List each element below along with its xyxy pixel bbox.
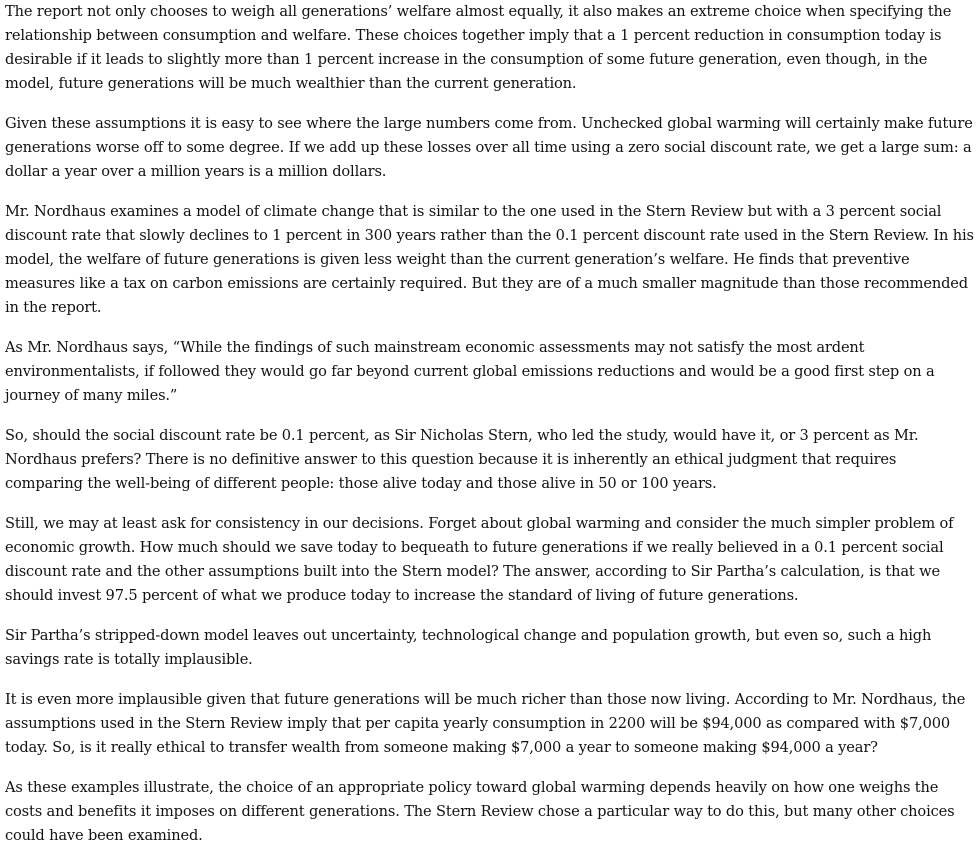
article-paragraph: Mr. Nordhaus examines a model of climate change that is similar to the one used in the Stern Review but with a 3 percent social discount rate that slowly declines to 1 percent in 300 years rather than the 0.1 percent discount rate used in the Stern Review. In his model, the welfare of future generations is given less weight than the current generation’s welfare. He finds that preventive measures like a tax on carbon emissions are certainly required. But they are of a much smaller magnitude than those recommended in the report.: [5, 203, 974, 316]
article-paragraph: Sir Partha’s stripped-down model leaves out uncertainty, technological change and population growth, but even so, such a high savings rate is totally implausible.: [5, 627, 932, 668]
article-paragraph: It is even more implausible given that future generations will be much richer than those now living. According to Mr. Nordhaus, the assumptions used in the Stern Review imply that per capita yearly consumption in 2200 will be $94,000 as compared with $7,000 today. So, is it really ethical to transfer wealth from someone making $7,000 a year to someone making $94,000 a year?: [5, 691, 966, 756]
article-body: [5, 0, 977, 864]
article-paragraph: Given these assumptions it is easy to see where the large numbers come from. Unchecked global warming will certainly make future generations worse off to some degree. If we add up these losses over all time using a zero social discount rate, we get a large sum: a dollar a year over a million years is a million dollars.: [5, 115, 973, 180]
article-paragraph: So, should the social discount rate be 0.1 percent, as Sir Nicholas Stern, who led the study, would have it, or 3 percent as Mr. Nordhaus prefers? There is no definitive answer to this question because it is inherently an ethical judgment that requires comparing the well-being of different people: those alive today and those alive in 50 or 100 years.: [5, 427, 919, 492]
article-paragraph: The report not only chooses to weigh all generations’ welfare almost equally, it also makes an extreme choice when specifying the relationship between consumption and welfare. These choices together imply that a 1 percent reduction in consumption today is desirable if it leads to slightly more than 1 percent increase in the consumption of some future generation, even though, in the model, future generations will be much wealthier than the current generation.: [5, 3, 952, 92]
article-paragraph: As these examples illustrate, the choice of an appropriate policy toward global warming depends heavily on how one weighs the costs and benefits it imposes on different generations. The Stern Review chose a particular way to do this, but many other choices could have been examined.: [5, 779, 955, 844]
article-paragraph: Still, we may at least ask for consistency in our decisions. Forget about global warming and consider the much simpler problem of economic growth. How much should we save today to bequeath to future generations if we really believed in a 0.1 percent social discount rate and the other assumptions built into the Stern model? The answer, according to Sir Partha’s calculation, is that we should invest 97.5 percent of what we produce today to increase the standard of living of future generations.: [5, 515, 954, 604]
article-paragraph: As Mr. Nordhaus says, “While the findings of such mainstream economic assessments may not satisfy the most ardent environmentalists, if followed they would go far beyond current global emissions reductions and would be a good first step on a journey of many miles.”: [5, 339, 935, 404]
